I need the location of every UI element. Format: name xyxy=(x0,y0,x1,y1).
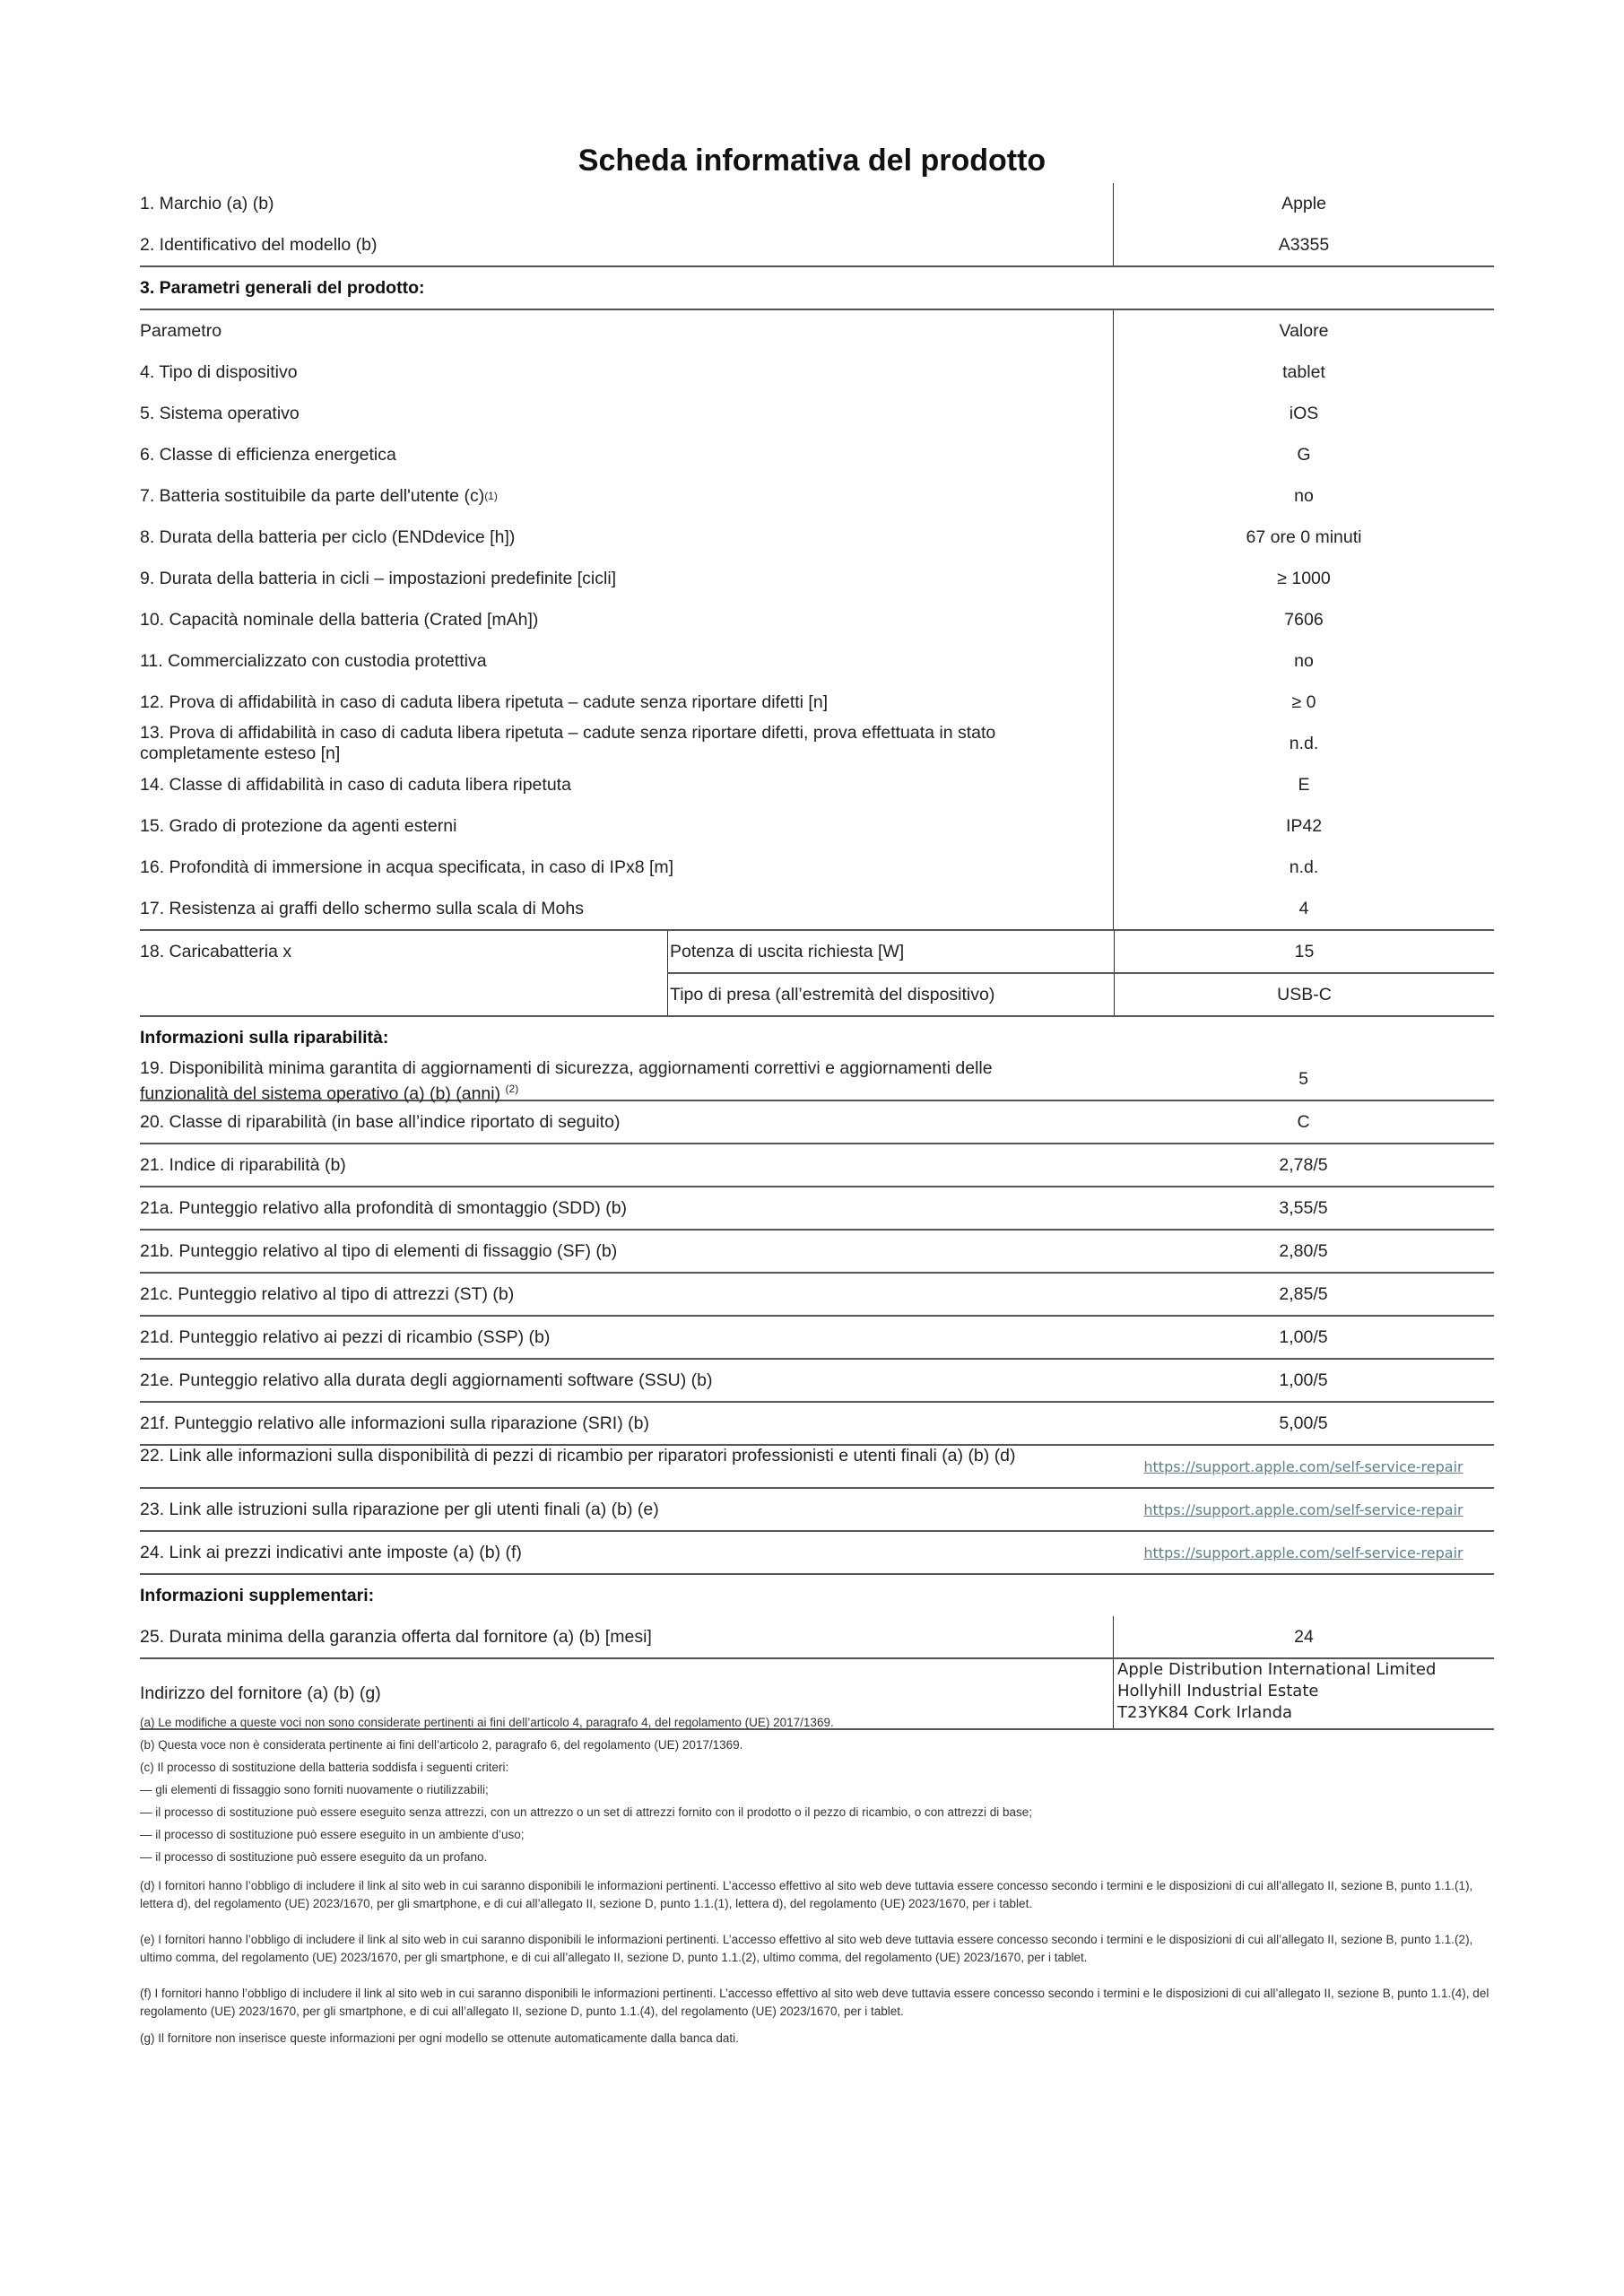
row-value: 5,00/5 xyxy=(1279,1413,1328,1433)
row-label-text: 21e. Punteggio relativo alla durata degli aggiornamenti software (SSU) (b) xyxy=(140,1370,713,1390)
row-label xyxy=(140,475,1113,517)
row-label-text: 21b. Punteggio relativo al tipo di elementi di fissaggio (SF) (b) xyxy=(140,1240,618,1261)
row-label xyxy=(140,888,1113,929)
address-line: Apple Distribution International Limited xyxy=(1117,1660,1437,1679)
row-label xyxy=(140,1187,1113,1229)
section-title: Informazioni sulla riparabilità: xyxy=(140,1027,389,1048)
row-value: G xyxy=(1113,434,1494,475)
row-label-text: 9. Durata della batteria in cicli – impostazioni predefinite [cicli] xyxy=(140,568,617,588)
row-label: Tipo di presa (all’estremità del dispositivo) xyxy=(667,974,1114,1015)
section-header xyxy=(140,1017,1494,1058)
table-row xyxy=(140,640,1494,682)
row-value: no xyxy=(1113,640,1494,682)
row-label-text: 7. Batteria sostituibile da parte dell'utente (c) xyxy=(140,485,485,506)
row-label-text: 6. Classe di efficienza energetica xyxy=(140,444,396,465)
footnote: — il processo di sostituzione può essere eseguito in un ambiente d’uso; xyxy=(140,1828,525,1841)
row-label-text: 13. Prova di affidabilità in caso di caduta libera ripetuta – cadute senza riportare difetti, prova effettuata in stato completamente esteso [n] xyxy=(140,723,996,763)
table-row xyxy=(140,434,1494,475)
row-label: Potenza di uscita richiesta [W] xyxy=(667,931,1114,972)
row-label xyxy=(140,393,1113,434)
row-value: 1,00/5 xyxy=(1279,1326,1328,1347)
repair-link[interactable]: https://support.apple.com/self-service-repair xyxy=(1143,1500,1463,1518)
row-value: IP42 xyxy=(1113,805,1494,847)
row-value: 7606 xyxy=(1113,599,1494,640)
table-row xyxy=(140,475,1494,517)
row-value: n.d. xyxy=(1113,847,1494,888)
footnote: (d) I fornitori hanno l’obbligo di includere il link al sito web in cui saranno disponibili le informazioni pertinenti. L’accesso effettivo al sito web deve tuttavia essere concesso secondo i termini e le disposizioni di cui all’allegato II, sezione B, punto 1.1.(1), lettera d), del regolamento (UE) 2023/1670, per gli smartphone, e di cui all’allegato II, sezione D, punto 1.1.(1), lettera d), del regolamento (UE) 2023/1670, per i tablet. xyxy=(140,1879,1473,1910)
product-info-table xyxy=(140,183,1494,1730)
row-value: C xyxy=(1297,1111,1310,1132)
row-label xyxy=(140,640,1113,682)
row-value: 2,85/5 xyxy=(1279,1283,1328,1304)
address-line: Hollyhill Industrial Estate xyxy=(1117,1682,1319,1700)
footnote: (b) Questa voce non è considerata pertinente ai fini dell’articolo 2, paragrafo 6, del regolamento (UE) 2017/1369. xyxy=(140,1738,743,1752)
repair-link[interactable]: https://support.apple.com/self-service-repair xyxy=(1143,1544,1463,1561)
row-label xyxy=(140,1231,1113,1272)
row-label-text: 23. Link alle istruzioni sulla riparazione per gli utenti finali (a) (b) (e) xyxy=(140,1499,659,1519)
table-row xyxy=(667,974,1494,1015)
footnote-ref: (2) xyxy=(505,1083,519,1095)
table-row xyxy=(140,1101,1494,1144)
address-line: T23YK84 Cork Irlanda xyxy=(1117,1703,1293,1722)
footnote-ref: (1) xyxy=(484,490,498,502)
row-label xyxy=(140,1532,1113,1573)
row-label xyxy=(140,434,1113,475)
row-label xyxy=(140,1101,1113,1143)
row-value: n.d. xyxy=(1113,723,1494,764)
table-row xyxy=(667,931,1494,974)
row-label-text: 21d. Punteggio relativo ai pezzi di ricambio (SSP) (b) xyxy=(140,1326,551,1347)
table-row xyxy=(140,847,1494,888)
row-value: 67 ore 0 minuti xyxy=(1113,517,1494,558)
row-label: 18. Caricabatteria x xyxy=(140,942,292,961)
footnote: — il processo di sostituzione può essere eseguito senza attrezzi, con un attrezzo o un set di attrezzi fornito con il prodotto o il pezzo di ricambio, o con attrezzi di base; xyxy=(140,1805,1033,1819)
row-label xyxy=(140,1446,1113,1487)
table-header-row xyxy=(140,310,1494,352)
row-value: E xyxy=(1113,764,1494,805)
table-row xyxy=(140,558,1494,599)
table-row xyxy=(140,888,1494,929)
row-label-text: 11. Commercializzato con custodia protettiva xyxy=(140,650,487,671)
table-row xyxy=(140,352,1494,393)
row-label: funzionalità del sistema operativo (a) (b) (anni) xyxy=(140,1083,501,1104)
table-row xyxy=(140,1532,1494,1575)
table-row xyxy=(140,1489,1494,1532)
row-label: Indirizzo del fornitore (a) (b) (g) xyxy=(140,1683,381,1703)
section-header xyxy=(140,1575,1494,1616)
row-label-text: 5. Sistema operativo xyxy=(140,403,300,423)
table-row xyxy=(140,1403,1494,1446)
row-label: 25. Durata minima della garanzia offerta dal fornitore (a) (b) [mesi] xyxy=(140,1626,652,1647)
table-row xyxy=(140,764,1494,805)
row-value: 5 xyxy=(1298,1068,1308,1089)
table-row xyxy=(140,1144,1494,1187)
row-label xyxy=(140,1274,1113,1315)
table-row xyxy=(140,1274,1494,1317)
row-label xyxy=(140,517,1113,558)
row-label-text: 21c. Punteggio relativo al tipo di attrezzi (ST) (b) xyxy=(140,1283,515,1304)
row-label-text: 17. Resistenza ai graffi dello schermo sulla scala di Mohs xyxy=(140,898,584,918)
table-row xyxy=(140,1231,1494,1274)
footnote: — il processo di sostituzione può essere eseguito da un profano. xyxy=(140,1850,488,1864)
page-title: Scheda informativa del prodotto xyxy=(578,144,1046,178)
table-row xyxy=(140,805,1494,847)
row-label-text: 15. Grado di protezione da agenti esterni xyxy=(140,815,457,836)
row-label xyxy=(140,1144,1113,1186)
row-label xyxy=(140,352,1113,393)
row-label xyxy=(140,682,1113,723)
row-label-text: 8. Durata della batteria per ciclo (ENDdevice [h]) xyxy=(140,526,516,547)
table-row xyxy=(140,599,1494,640)
table-row xyxy=(140,1058,1494,1104)
row-label-text: 24. Link ai prezzi indicativi ante imposte (a) (b) (f) xyxy=(140,1542,522,1562)
row-value: 4 xyxy=(1113,888,1494,929)
row-label-text: 14. Classe di affidabilità in caso di caduta libera ripetuta xyxy=(140,774,571,795)
row-label xyxy=(140,599,1113,640)
row-label xyxy=(140,723,1113,764)
charger-row xyxy=(140,929,1494,1017)
table-row xyxy=(140,723,1494,764)
table-row xyxy=(140,1360,1494,1403)
row-value: 2,80/5 xyxy=(1279,1240,1328,1261)
row-value: USB-C xyxy=(1114,974,1494,1015)
table-row xyxy=(140,1317,1494,1360)
column-header: Valore xyxy=(1113,310,1494,352)
row-label: 19. Disponibilità minima garantita di aggiornamenti di sicurezza, aggiornamenti correttivi e aggiornamenti delle xyxy=(140,1058,993,1078)
row-label-text: 22. Link alle informazioni sulla disponibilità di pezzi di ricambio per riparatori professionisti e utenti finali (a) (b) (d) xyxy=(140,1446,1016,1465)
table-row xyxy=(140,183,1494,224)
row-label-text: 21. Indice di riparabilità (b) xyxy=(140,1154,346,1175)
row-label-text: 4. Tipo di dispositivo xyxy=(140,361,298,382)
row-label-text: 16. Profondità di immersione in acqua specificata, in caso di IPx8 [m] xyxy=(140,857,674,877)
table-row xyxy=(140,224,1494,267)
row-value: 24 xyxy=(1113,1616,1494,1657)
row-label xyxy=(140,1360,1113,1401)
row-label-text: 12. Prova di affidabilità in caso di caduta libera ripetuta – cadute senza riportare difetti [n] xyxy=(140,691,829,712)
table-row xyxy=(140,1187,1494,1231)
row-label: 1. Marchio (a) (b) xyxy=(140,193,274,213)
footnote: — gli elementi di fissaggio sono forniti nuovamente o riutilizzabili; xyxy=(140,1783,489,1796)
row-label xyxy=(140,847,1113,888)
table-row xyxy=(140,1616,1494,1659)
row-label-text: 21f. Punteggio relativo alle informazioni sulla riparazione (SRI) (b) xyxy=(140,1413,649,1433)
table-row xyxy=(140,393,1494,434)
row-label xyxy=(140,805,1113,847)
footnote: (c) Il processo di sostituzione della batteria soddisfa i seguenti criteri: xyxy=(140,1761,509,1774)
row-label xyxy=(140,1489,1113,1530)
row-value: 2,78/5 xyxy=(1279,1154,1328,1175)
footnote: (f) I fornitori hanno l’obbligo di includere il link al sito web in cui saranno disponibili le informazioni pertinenti. L’accesso effettivo al sito web deve tuttavia essere concesso secondo i termini e le disposizioni di cui all’allegato II, sezione B, punto 1.1.(4), del regolamento (UE) 2023/1670, per gli smartphone, e di cui all’allegato II, sezione D, punto 1.1.(4), del regolamento (UE) 2023/1670, per i tablet. xyxy=(140,1987,1489,2018)
section-header xyxy=(140,267,1494,310)
row-label-text: 20. Classe di riparabilità (in base all’indice riportato di seguito) xyxy=(140,1111,621,1132)
row-label-text: 10. Capacità nominale della batteria (Crated [mAh]) xyxy=(140,609,539,630)
row-label: 2. Identificativo del modello (b) xyxy=(140,234,378,255)
table-row xyxy=(140,682,1494,723)
footnote: (e) I fornitori hanno l’obbligo di includere il link al sito web in cui saranno disponibili le informazioni pertinenti. L’accesso effettivo al sito web deve tuttavia essere concesso secondo i termini e le disposizioni di cui all’allegato II, sezione B, punto 1.1.(2), ultimo comma, del regolamento (UE) 2023/1670, per gli smartphone, e di cui all’allegato II, sezione D, punto 1.1.(2), ultimo comma, del regolamento (UE) 2023/1670, per i tablet. xyxy=(140,1933,1473,1964)
row-label xyxy=(140,1403,1113,1444)
row-value: 3,55/5 xyxy=(1279,1197,1328,1218)
row-value: 1,00/5 xyxy=(1279,1370,1328,1390)
row-value xyxy=(1113,1489,1494,1530)
row-value: iOS xyxy=(1113,393,1494,434)
footnotes xyxy=(140,1711,1503,2048)
row-label-text: 21a. Punteggio relativo alla profondità di smontaggio (SDD) (b) xyxy=(140,1197,628,1218)
repair-link[interactable]: https://support.apple.com/self-service-repair xyxy=(1143,1457,1463,1475)
table-row xyxy=(140,1446,1494,1489)
row-value: ≥ 1000 xyxy=(1113,558,1494,599)
row-value: 15 xyxy=(1114,931,1494,972)
row-label xyxy=(140,1317,1113,1358)
row-value: Apple xyxy=(1113,183,1494,224)
row-label xyxy=(140,764,1113,805)
row-label xyxy=(140,558,1113,599)
column-header: Parametro xyxy=(140,320,222,341)
footnote: (a) Le modifiche a queste voci non sono considerate pertinenti ai fini dell’articolo 4, paragrafo 4, del regolamento (UE) 2017/1369. xyxy=(140,1716,834,1729)
row-value: tablet xyxy=(1113,352,1494,393)
row-value: ≥ 0 xyxy=(1113,682,1494,723)
section-title: 3. Parametri generali del prodotto: xyxy=(140,277,425,298)
footnote: (g) Il fornitore non inserisce queste informazioni per ogni modello se ottenute automaticamente dalla banca dati. xyxy=(140,2031,739,2045)
row-value xyxy=(1113,1532,1494,1573)
row-value xyxy=(1113,1446,1494,1487)
row-value: no xyxy=(1113,475,1494,517)
section-title: Informazioni supplementari: xyxy=(140,1585,375,1605)
row-value: A3355 xyxy=(1113,224,1494,265)
table-row xyxy=(140,517,1494,558)
